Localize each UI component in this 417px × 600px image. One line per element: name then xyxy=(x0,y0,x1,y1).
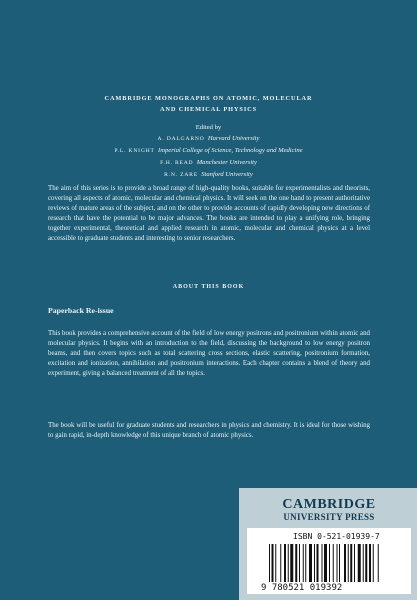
barcode-bar xyxy=(280,544,281,582)
editor-name: F.H. READ xyxy=(160,160,194,166)
barcode-bar xyxy=(324,544,327,582)
barcode-bar xyxy=(365,544,367,582)
barcode-bar xyxy=(358,544,361,582)
editor-name: A. DALGARNO xyxy=(157,136,205,142)
editors-list xyxy=(0,122,417,181)
barcode-bar xyxy=(369,544,371,582)
barcode-bar xyxy=(290,544,293,582)
series-title xyxy=(0,93,417,115)
barcode-image xyxy=(257,544,403,592)
isbn-strip xyxy=(247,528,411,594)
editor-entry xyxy=(0,145,417,157)
barcode-bar xyxy=(378,544,379,582)
barcode-bar xyxy=(363,544,364,582)
barcode-bar xyxy=(269,544,270,582)
editor-affiliation: Manchester University xyxy=(196,159,257,166)
barcode-digits: 9 780521 019392 xyxy=(261,583,343,592)
about-paragraph-2: The book will be useful for graduate students and researchers in physics and chemistry. It is ideal for those wishing to gain rapid, in-depth knowledge of this unique branch of atomic physics. xyxy=(48,422,370,440)
barcode-bar xyxy=(344,544,346,582)
publisher-logo-line2: UNIVERSITY PRESS xyxy=(283,512,375,522)
editor-name: R.N. ZARE xyxy=(164,172,198,178)
barcode-bar xyxy=(309,544,312,582)
barcode-bar xyxy=(337,544,338,582)
editor-affiliation: Stanford University xyxy=(201,171,253,178)
barcode-bar xyxy=(275,544,276,582)
series-title-line1: CAMBRIDGE MONOGRAPHS ON ATOMIC, MOLECULAR xyxy=(104,95,313,102)
barcode-bar xyxy=(350,544,352,582)
barcode-bar xyxy=(305,544,306,582)
barcode-bar xyxy=(354,544,355,582)
barcode-panel xyxy=(239,488,417,600)
barcode-bar xyxy=(348,544,349,582)
series-description: The aim of this series is to provide a broad range of high-quality books, suitable for experimentalists and theorists, covering all aspects of atomic, molecular and chemical physics. It will seek on the one hand to present authoritative reviews of mature areas of the subject, and on the other to provide accounts of rapidly developing new directions of research that have the potential to be major advances. The books are intended to play a unifying role, bringing together experimental, theoretical and applied research in atomic, molecular and chemical physics at a level accessible to graduate students and interesting to senior researchers. xyxy=(48,185,370,243)
about-paragraph-1: This book provides a comprehensive account of the field of low energy positrons and positronium within atomic and molecular physics. It begins with an introduction to the field, discussing the background to low energy positron beams, and then covers topics such as total scattering cross sections, elastic scattering, positronium formation, excitation and ionization, annihilation and positronium interactions. Each chapter contains a blend of theory and experiment, giving a balanced treatment of all the topics. xyxy=(48,330,370,378)
barcode-bar xyxy=(329,544,330,582)
barcode-bar xyxy=(299,544,300,582)
barcode-bar xyxy=(284,544,286,582)
barcode-bar xyxy=(317,544,319,582)
barcode-bar xyxy=(322,544,323,582)
editor-affiliation: Imperial College of Science, Technology and Medicine xyxy=(158,147,303,154)
reissue-label: Paperback Re-issue xyxy=(48,306,114,315)
editor-entry xyxy=(0,169,417,181)
barcode-bar xyxy=(339,544,340,582)
barcode-bar xyxy=(288,544,289,582)
isbn-text: ISBN 0-521-01939-7 xyxy=(293,532,380,541)
editor-name: P.L. KNIGHT xyxy=(114,148,155,154)
series-title-line2: AND CHEMICAL PHYSICS xyxy=(159,106,258,113)
barcode-bar xyxy=(333,544,334,582)
barcode-bar xyxy=(303,544,304,582)
about-heading: ABOUT THIS BOOK xyxy=(172,284,245,290)
series-header xyxy=(0,93,417,181)
editor-affiliation: Harvard University xyxy=(207,135,260,142)
publisher-logo-line1: CAMBRIDGE xyxy=(282,497,376,512)
barcode-bar xyxy=(295,544,297,582)
publisher-logo xyxy=(258,497,400,522)
barcode-bar xyxy=(314,544,315,582)
editor-entry xyxy=(0,133,417,145)
barcode-bar xyxy=(373,544,374,582)
edited-by-label: Edited by xyxy=(195,124,222,131)
barcode-bar xyxy=(272,544,274,582)
editor-entry xyxy=(0,157,417,169)
